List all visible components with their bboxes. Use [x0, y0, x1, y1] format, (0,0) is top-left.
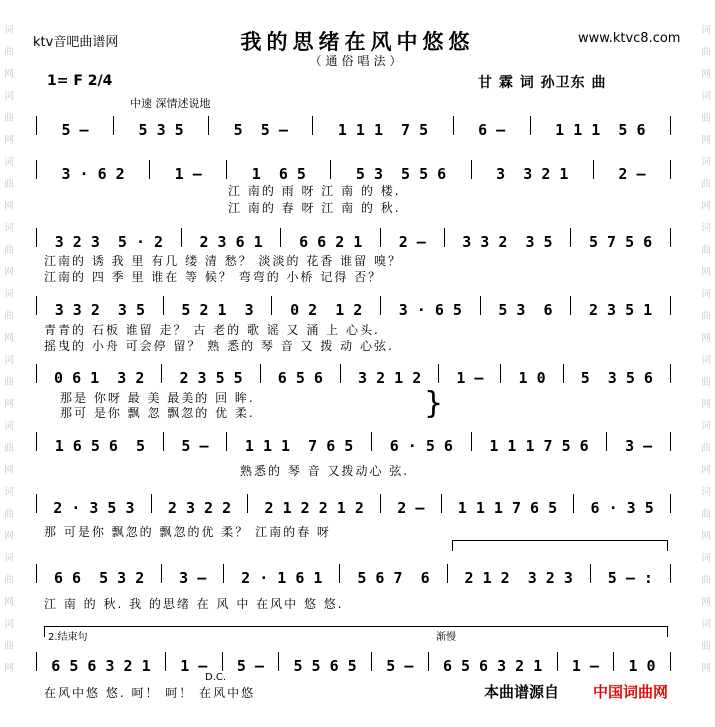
barline — [260, 364, 261, 383]
measure: 6 5 6 3 2 1 — [51, 657, 151, 675]
barline — [330, 160, 331, 179]
barline — [500, 364, 501, 383]
measure: 6 6 2 1 — [299, 233, 363, 251]
measure: 1 6 5 6 5 — [54, 437, 146, 455]
measure: 2 3 6 1 — [199, 233, 263, 251]
barline — [340, 364, 341, 383]
barline — [471, 432, 472, 451]
watermark-char: 词 — [4, 223, 14, 234]
watermark-char: 词 — [4, 91, 14, 102]
barline — [222, 652, 223, 671]
barline — [670, 652, 671, 671]
barline — [606, 432, 607, 451]
barline — [670, 364, 671, 383]
watermark-char: 网 — [701, 465, 711, 476]
watermark-char: 网 — [4, 267, 14, 278]
watermark-char: 词 — [4, 355, 14, 366]
notation-row — [36, 652, 671, 675]
measure: 6 — — [478, 121, 506, 139]
ending-bracket — [44, 626, 668, 637]
lyric-line: 江南的 诱 我 里 有几 缕 清 愁？ 淡淡的 花香 谁留 嗅？ — [44, 254, 402, 268]
watermark-char: 曲 — [701, 443, 711, 454]
watermark-char: 曲 — [701, 509, 711, 520]
measure: 5 5 — — [233, 121, 288, 139]
measure: 5 — : — [607, 569, 653, 587]
barline — [278, 652, 279, 671]
barline — [36, 296, 37, 315]
measure: 5 5 6 5 — [293, 657, 357, 675]
watermark-char: 网 — [701, 399, 711, 410]
barline — [447, 564, 448, 583]
barline — [613, 652, 614, 671]
notation-row — [36, 160, 671, 183]
barline — [428, 652, 429, 671]
watermark-char: 网 — [4, 201, 14, 212]
watermark-char: 网 — [701, 69, 711, 80]
watermark-char: 曲 — [4, 443, 14, 454]
watermark-char: 网 — [4, 333, 14, 344]
measure: 1 1 1 7 5 — [337, 121, 429, 139]
watermark-char: 曲 — [4, 311, 14, 322]
barline — [36, 364, 37, 383]
barline — [226, 432, 227, 451]
barline — [670, 116, 671, 135]
measure: 2 3 5 5 — [179, 369, 243, 387]
measure: 5 3 5 5 6 — [355, 165, 447, 183]
song-subtitle: （通俗唱法） — [309, 54, 406, 68]
watermark-char: 网 — [701, 333, 711, 344]
watermark-char: 词 — [701, 289, 711, 300]
side-watermark-left — [2, 20, 16, 680]
barline — [380, 494, 381, 513]
lyric-line: 江 南 的 秋. 我 的思绪 在 风 中 在风中 悠 悠. — [44, 597, 344, 611]
measure: 6 · 5 6 — [389, 437, 453, 455]
measure: 1 0 — [628, 657, 656, 675]
measure: 3 3 2 3 5 — [54, 301, 146, 319]
measure: 3 — — [179, 569, 207, 587]
barline — [113, 116, 114, 135]
watermark-char: 词 — [701, 553, 711, 564]
watermark-char: 网 — [4, 531, 14, 542]
measure: 0 2 1 2 — [290, 301, 363, 319]
measure: 5 — — [236, 657, 264, 675]
barline — [670, 160, 671, 179]
watermark-char: 网 — [701, 267, 711, 278]
measure: 5 — — [386, 657, 414, 675]
barline — [670, 228, 671, 247]
barline — [151, 494, 152, 513]
lyric-line: 熟悉的 琴 音 又拨动心 弦. — [240, 464, 410, 478]
barline — [36, 116, 37, 135]
side-watermark-right — [699, 20, 713, 680]
measure: 5 3 5 — [138, 121, 184, 139]
measure: 5 3 5 6 — [580, 369, 653, 387]
measure: 1 1 1 5 6 — [555, 121, 646, 139]
barline — [161, 564, 162, 583]
notation-row — [36, 564, 671, 587]
measure: 1 1 1 7 6 5 — [244, 437, 354, 455]
watermark-char: 词 — [4, 25, 14, 36]
measure: 6 5 6 — [277, 369, 323, 387]
watermark-char: 曲 — [4, 641, 14, 652]
watermark-char: 曲 — [4, 179, 14, 190]
notation-row — [36, 116, 671, 139]
barline — [223, 564, 224, 583]
barline — [208, 116, 209, 135]
lyric-line: 江 南的 春 呀 江 南 的 秋. — [228, 201, 401, 215]
watermark-char: 网 — [701, 201, 711, 212]
watermark-char: 网 — [701, 135, 711, 146]
measure: 5 7 5 6 — [588, 233, 653, 251]
barline — [36, 160, 37, 179]
barline — [453, 116, 454, 135]
barline — [339, 564, 340, 583]
site-name-left: ktv音吧曲谱网 — [33, 35, 119, 50]
measure: 5 — — [181, 437, 209, 455]
ending-label: 2.结束句 — [48, 632, 88, 643]
measure: 1 1 1 7 5 6 — [489, 437, 589, 455]
measure: 5 6 7 6 — [357, 569, 430, 587]
barline — [530, 116, 531, 135]
watermark-char: 词 — [4, 157, 14, 168]
measure: 5 — — [61, 121, 89, 139]
measure: 1 — — [456, 369, 484, 387]
measure: 2 · 3 5 3 — [53, 499, 135, 517]
watermark-char: 曲 — [701, 575, 711, 586]
notation-row — [36, 296, 671, 319]
barline — [570, 296, 571, 315]
notation-row — [36, 494, 671, 517]
barline — [670, 494, 671, 513]
barline — [444, 228, 445, 247]
barline — [480, 296, 481, 315]
watermark-char: 词 — [4, 289, 14, 300]
measure: 3 3 2 1 — [496, 165, 569, 183]
watermark-char: 词 — [4, 553, 14, 564]
watermark-char: 词 — [701, 223, 711, 234]
watermark-char: 曲 — [701, 179, 711, 190]
barline — [438, 364, 439, 383]
watermark-char: 词 — [701, 619, 711, 630]
barline — [226, 160, 227, 179]
watermark-char: 曲 — [4, 245, 14, 256]
measure: 1 — — [174, 165, 202, 183]
notation-row — [36, 364, 671, 387]
measure: 1 6 5 — [251, 165, 306, 183]
notation-row — [36, 228, 671, 251]
lyric-line: 那可 是你 飘 忽 飘忽的 优 柔. — [60, 406, 255, 420]
barline — [36, 228, 37, 247]
watermark-char: 曲 — [701, 47, 711, 58]
barline — [161, 364, 162, 383]
measure: 1 — — [180, 657, 208, 675]
lyric-line: 江南的 四 季 里 谁在 等 候？ 弯弯的 小桥 记得 否？ — [44, 270, 383, 284]
watermark-char: 网 — [4, 69, 14, 80]
measure: 5 3 6 — [498, 301, 553, 319]
watermark-char: 词 — [701, 487, 711, 498]
watermark-char: 词 — [4, 487, 14, 498]
barline — [593, 160, 594, 179]
tempo-marking: 中速 深情述说地 — [130, 97, 211, 110]
volta-bracket — [452, 540, 668, 551]
measure: 2 — — [398, 233, 426, 251]
watermark-char: 曲 — [4, 47, 14, 58]
ritardando-label: 渐慢 — [436, 632, 456, 643]
measure: 1 0 — [518, 369, 546, 387]
watermark-char: 词 — [701, 421, 711, 432]
measure: 2 1 2 3 2 3 — [464, 569, 573, 587]
site-url-right: www.ktvc8.com — [578, 31, 681, 46]
barline — [471, 160, 472, 179]
measure: 3 3 2 3 5 — [462, 233, 553, 251]
watermark-char: 网 — [4, 663, 14, 674]
watermark-char: 词 — [4, 421, 14, 432]
measure: 3 · 6 5 — [398, 301, 462, 319]
barline — [181, 228, 182, 247]
song-title: 我的思绪在风中悠悠 — [240, 29, 475, 54]
barline — [163, 296, 164, 315]
watermark-char: 曲 — [4, 575, 14, 586]
barline — [271, 296, 272, 315]
barline — [36, 564, 37, 583]
watermark-char: 曲 — [4, 509, 14, 520]
barline — [36, 652, 37, 671]
watermark-char: 网 — [701, 663, 711, 674]
watermark-char: 曲 — [701, 377, 711, 388]
measure: 2 · 1 6 1 — [241, 569, 323, 587]
lyric-line: 青青的 石板 谁留 走？ 古 老的 歌 谣 又 涌 上 心头. — [44, 323, 380, 337]
watermark-char: 曲 — [4, 113, 14, 124]
watermark-char: 曲 — [701, 245, 711, 256]
notation-row — [36, 432, 671, 455]
measure: 1 — — [571, 657, 599, 675]
watermark-char: 网 — [4, 399, 14, 410]
repeat-brace: } — [424, 386, 444, 421]
watermark-char: 网 — [4, 597, 14, 608]
measure: 2 — — [397, 499, 425, 517]
barline — [165, 652, 166, 671]
barline — [163, 432, 164, 451]
watermark-char: 网 — [701, 597, 711, 608]
barline — [441, 494, 442, 513]
watermark-char: 曲 — [701, 311, 711, 322]
watermark-char: 网 — [4, 465, 14, 476]
dc-label: D.C. — [205, 672, 227, 683]
barline — [312, 116, 313, 135]
watermark-char: 网 — [4, 135, 14, 146]
watermark-char: 曲 — [701, 641, 711, 652]
measure: 0 6 1 3 2 — [54, 369, 145, 387]
measure: 2 3 5 1 — [588, 301, 653, 319]
barline — [590, 564, 591, 583]
measure: 2 — — [618, 165, 646, 183]
watermark-char: 曲 — [701, 113, 711, 124]
measure: 6 6 5 3 2 — [53, 569, 145, 587]
measure: 5 2 1 3 — [181, 301, 254, 319]
barline — [280, 228, 281, 247]
watermark-char: 词 — [701, 157, 711, 168]
lyric-line: 江 南的 雨 呀 江 南 的 楼. — [228, 184, 401, 198]
measure: 1 1 1 7 6 5 — [457, 499, 558, 517]
watermark-char: 网 — [701, 531, 711, 542]
song-credits: 甘 霖 词 孙卫东 曲 — [478, 75, 607, 91]
barline — [670, 296, 671, 315]
barline — [670, 432, 671, 451]
lyric-line: 那 可是你 飘忽的 飘忽的优 柔？ 江南的春 呀 — [44, 525, 331, 539]
barline — [36, 432, 37, 451]
barline — [371, 432, 372, 451]
barline — [380, 228, 381, 247]
barline — [557, 652, 558, 671]
measure: 3 2 3 5 · 2 — [54, 233, 164, 251]
lyric-line: 在风中悠 悠. 呵！ 呵！ 在风中悠 — [44, 686, 256, 700]
measure: 6 · 3 5 — [590, 499, 654, 517]
footer-source: 本曲谱源自 — [484, 683, 560, 701]
barline — [573, 494, 574, 513]
watermark-char: 词 — [4, 619, 14, 630]
measure: 3 · 6 2 — [61, 165, 125, 183]
barline — [371, 652, 372, 671]
footer-site-name: 中国词曲网 — [593, 683, 669, 701]
measure: 3 2 1 2 — [358, 369, 422, 387]
barline — [247, 494, 248, 513]
lyric-line: 摇曳的 小舟 可会停 留？ 熟 悉的 琴 音 又 拨 动 心弦. — [44, 339, 394, 353]
barline — [670, 564, 671, 583]
measure: 2 3 2 2 — [167, 499, 232, 517]
barline — [563, 364, 564, 383]
barline — [149, 160, 150, 179]
measure: 2 1 2 2 1 2 — [264, 499, 364, 517]
barline — [570, 228, 571, 247]
measure: 3 — — [625, 437, 653, 455]
barline — [380, 296, 381, 315]
measure: 6 5 6 3 2 1 — [442, 657, 543, 675]
lyric-line: 那是 你呀 最 美 最美的 回 眸. — [60, 391, 255, 405]
watermark-char: 词 — [701, 91, 711, 102]
watermark-char: 曲 — [4, 377, 14, 388]
watermark-char: 词 — [701, 355, 711, 366]
key-signature: 1= F 2/4 — [47, 73, 113, 89]
barline — [36, 494, 37, 513]
watermark-char: 词 — [701, 25, 711, 36]
